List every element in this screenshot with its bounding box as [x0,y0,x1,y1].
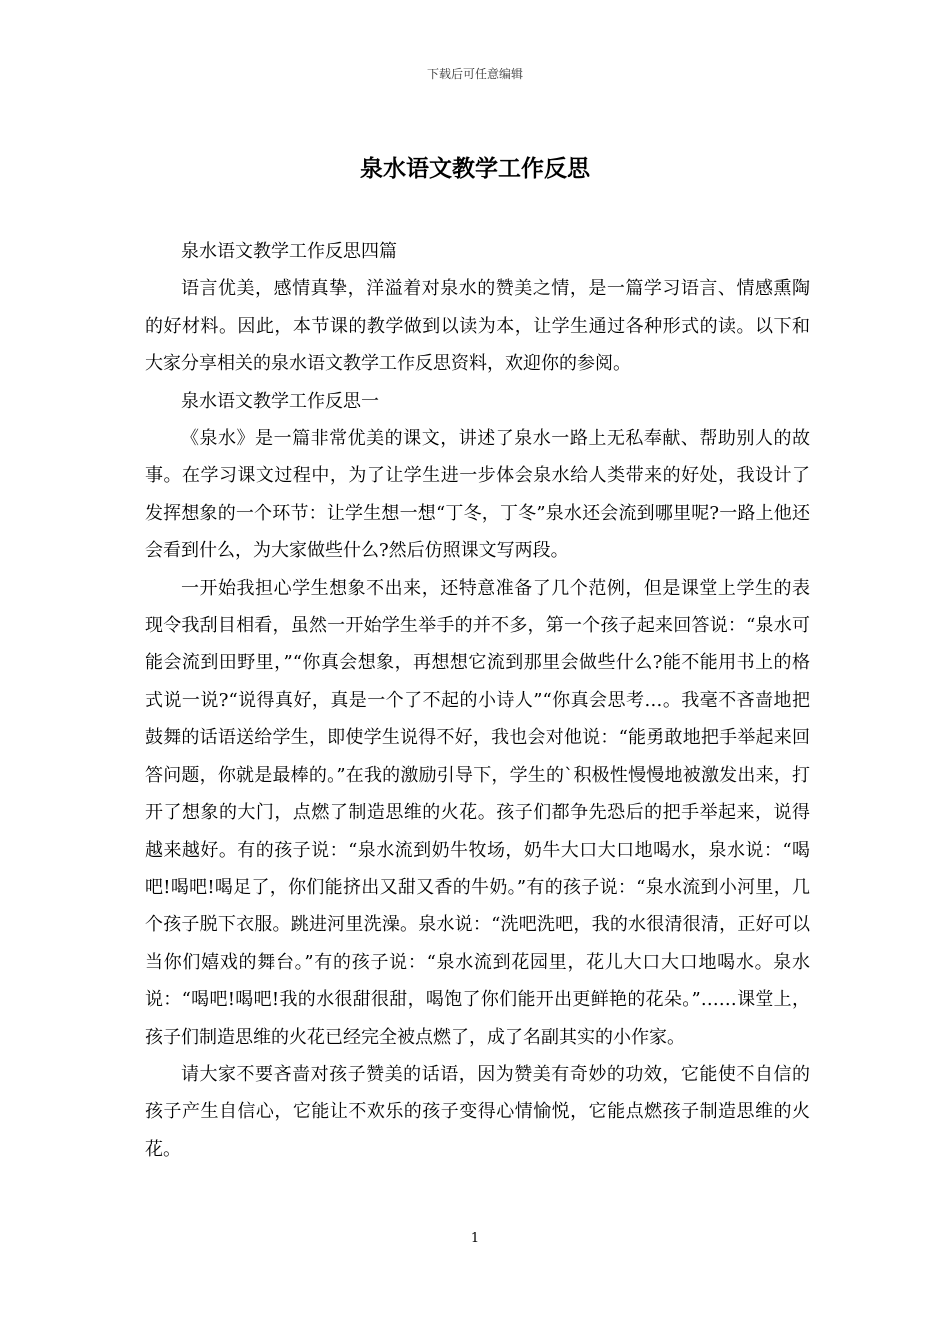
header-note: 下载后可任意编辑 [426,67,523,81]
page-number: 1 [470,1231,480,1246]
document-title: 泉水语文教学工作反思 [360,155,590,182]
paragraph-lesson-design: 《泉水》是一篇非常优美的课文，讲述了泉水一路上无私奉献、帮助别人的故事。在学习课文过程中，为了让学生进一步体会泉水给人类带来的好处，我设计了发挥想象的一个环节：让学生想一想“丁冬，丁冬”泉水还会流到哪里呢?一路上他还会看到什么，为大家做些什么?然后仿照课文写两段。 [145,428,810,562]
paragraph-subtitle: 泉水语文教学工作反思四篇 [181,241,397,262]
paragraph-section-heading: 泉水语文教学工作反思一 [181,390,379,412]
paragraph-intro: 语言优美，感情真挚，洋溢着对泉水的赞美之情，是一篇学习语言、情感熏陶的好材料。因此，本节课的教学做到以读为本，让学生通过各种形式的读。以下和大家分享相关的泉水语文教学工作反思资料，欢迎你的参阅。 [145,278,810,375]
document-body [145,233,810,1168]
paragraph-conclusion: 请大家不要吝啬对孩子赞美的话语，因为赞美有奇妙的功效，它能使不自信的孩子产生自信心，它能让不欢乐的孩子变得心情愉悦，它能点燃孩子制造思维的火花。 [145,1063,810,1160]
paragraph-classroom-story: 一开始我担心学生想象不出来，还特意准备了几个范例，但是课堂上学生的表现令我刮目相看，虽然一开始学生举手的并不多，第一个孩子起来回答说：“泉水可能会流到田野里，”“你真会想象，再想想它流到那里会做些什么?能不能用书上的格式说一说?“说得真好，真是一个了不起的小诗人”“你真会思考…。我毫不吝啬地把鼓舞的话语送给学生，即使学生说得不好，我也会对他说：“能勇敢地把手举起来回答问题，你就是最棒的。”在我的激励引导下，学生的`积极性慢慢地被激发出来，打开了想象的大门，点燃了制造思维的火花。孩子们都争先恐后的把手举起来，说得越来越好。有的孩子说：“泉水流到奶牛牧场，奶牛大口大口地喝水，泉水说：“喝吧!喝吧!喝足了，你们能挤出又甜又香的牛奶。”有的孩子说：“泉水流到小河里，几个孩子脱下衣服。跳进河里洗澡。泉水说：“洗吧洗吧，我的水很清很清，正好可以当你们嬉戏的舞台。”有的孩子说：“泉水流到花园里，花儿大口大口地喝水。泉水说：“喝吧!喝吧!我的水很甜很甜，喝饱了你们能开出更鲜艳的花朵。”……课堂上，孩子们制造思维的火花已经完全被点燃了，成了名副其实的小作家。 [145,577,810,1048]
